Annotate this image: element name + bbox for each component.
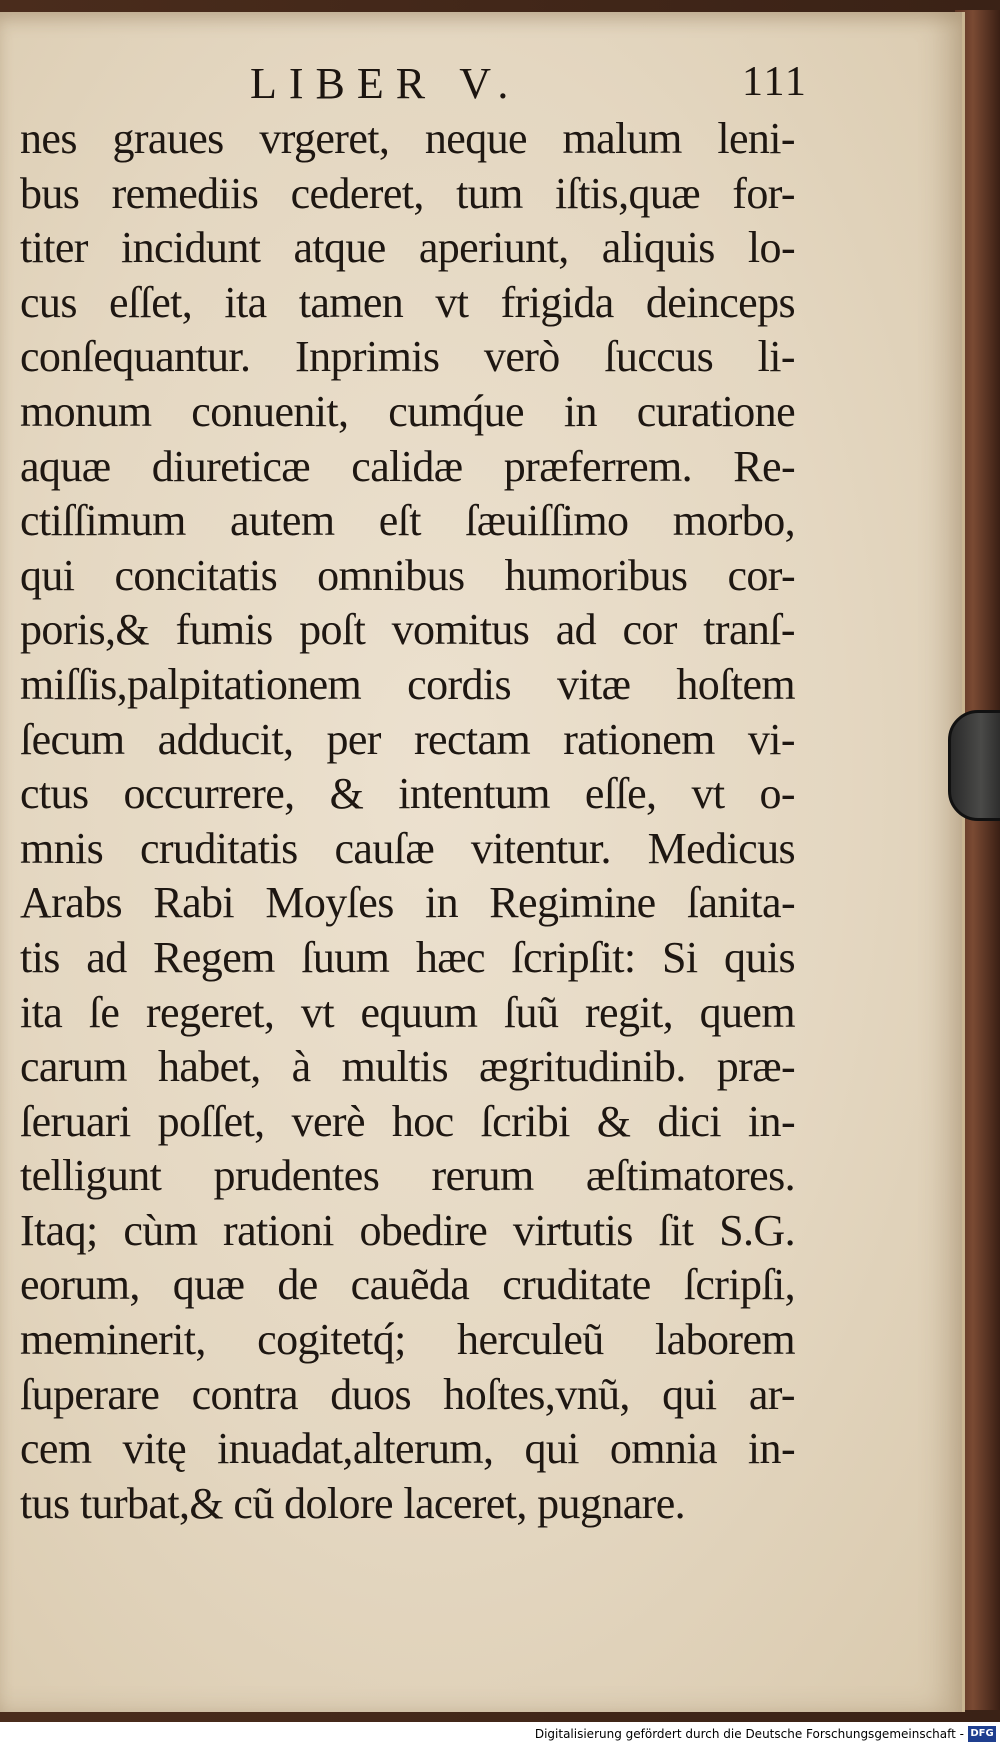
text-line: mnis cruditatis cauſæ vitentur. Medicus [20, 823, 795, 873]
text-line: aquæ diureticæ calidæ præferrem. Re- [20, 441, 795, 491]
text-line: telligunt prudentes rerum æſtimatores. [20, 1151, 795, 1201]
text-line: conſequantur. Inprimis verò ſuccus li- [20, 332, 795, 382]
running-head [0, 50, 962, 110]
text-line: ſuperare contra duos hoſtes,vnũ, qui ar- [20, 1369, 795, 1419]
book-clasp [948, 710, 1000, 821]
text-line: Arabs Rabi Moyſes in Regimine ſanita- [20, 878, 795, 928]
text-line: tus turbat,& cũ dolore laceret, pugnare. [20, 1478, 686, 1528]
text-line: eorum, quæ de cauẽda cruditate ſcripſi, [20, 1260, 795, 1310]
text-line: ſecum adducit, per rectam rationem vi- [20, 714, 795, 764]
text-line: carum habet, à multis ægritudinib. præ- [20, 1042, 795, 1092]
footer-credit: Digitalisierung gefördert durch die Deutsche Forschungsgemeinschaft - [534, 1727, 964, 1741]
footer-bar [0, 1722, 1000, 1750]
text-line: titer incidunt atque aperiunt, aliquis lo- [20, 223, 795, 273]
text-line: qui concitatis omnibus humoribus cor- [20, 550, 795, 600]
text-line: poris,& fumis poſt vomitus ad cor tranſ- [20, 605, 795, 655]
text-line: ctiſſimum autem eſt ſæuiſſimo morbo, [20, 496, 795, 546]
text-line: cus eſſet, ita tamen vt frigida deinceps [20, 277, 795, 327]
text-line: tis ad Regem ſuum hæc ſcripſit: Si quis [20, 932, 795, 982]
text-line: cem vitę inuadat,alterum, qui omnia in- [20, 1424, 795, 1474]
running-title: LIBER V. [250, 59, 521, 108]
text-line: nes graues vrgeret, neque malum leni- [20, 114, 795, 163]
text-line: ſeruari poſſet, verè hoc ſcribi & dici in- [20, 1096, 795, 1146]
dfg-logo: DFG [968, 1726, 996, 1742]
text-line: Itaq; cùm rationi obedire virtutis ſit S.G. [20, 1205, 795, 1255]
text-line: monum conuenit, cumq́ue in curatione [20, 386, 795, 436]
text-line: ctus occurrere, & intentum eſſe, vt o- [20, 769, 795, 819]
text-line: ita ſe regeret, vt equum ſuũ regit, quem [20, 987, 795, 1037]
book-page [0, 12, 965, 1712]
page-number: 111 [742, 59, 808, 105]
text-line: meminerit, cogitetq́; herculeũ laborem [20, 1315, 795, 1365]
text-line: bus remediis cederet, tum iſtis,quæ for- [20, 168, 795, 218]
text-line: miſſis,palpitationem cordis vitæ hoſtem [20, 659, 795, 709]
body-text [20, 112, 795, 1531]
